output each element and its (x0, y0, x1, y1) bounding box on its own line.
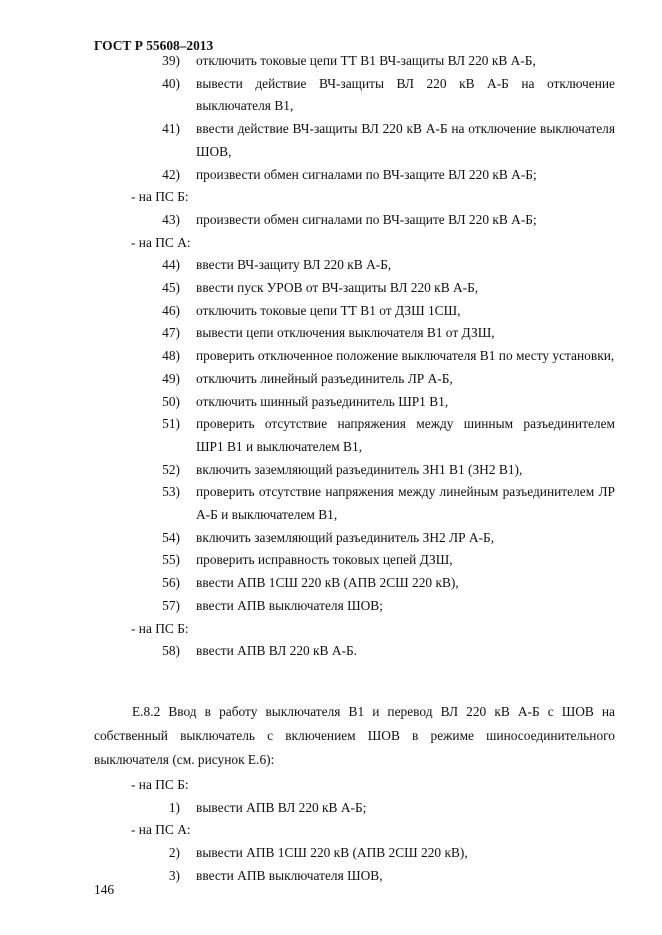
item-text: ввести АПВ 1СШ 220 кВ (АПВ 2СШ 220 кВ), (196, 575, 459, 591)
section-label: - на ПС А: (131, 234, 191, 250)
item-number: 57) (162, 597, 180, 613)
item-text: отключить токовые цепи ТТ В1 ВЧ-защиты ВЛ 220 кВ А-Б, (196, 53, 536, 68)
item-number: 47) (162, 325, 180, 341)
item-number: 52) (162, 461, 180, 477)
item-number: 3) (168, 867, 180, 883)
item-text: ввести АПВ выключателя ШОВ; (196, 597, 383, 613)
item-text-continuation: А-Б и выключателем В1, (196, 507, 338, 522)
item-text: проверить отсутствие напряжения между линейным разъединителем ЛР (196, 484, 615, 500)
paragraph-line: выключателя (см. рисунок Е.6): (94, 752, 275, 767)
item-text: проверить отсутствие напряжения между шинным разъединителем (196, 416, 615, 432)
section-label: - на ПС Б: (131, 189, 189, 205)
item-text: отключить токовые цепи ТТ В1 от ДЗШ 1СШ, (196, 302, 461, 318)
item-number: 45) (162, 280, 180, 295)
item-text: включить заземляющий разъединитель ЗН1 В1 (ЗН2 В1), (196, 461, 523, 477)
item-text: проверить отключенное положение выключателя В1 по месту установки, (196, 348, 615, 364)
item-text-continuation: ШОВ, (196, 143, 232, 159)
paragraph-line: собственный выключатель с включением ШОВ в режиме шиносоединительного (94, 728, 615, 743)
item-number: 43) (162, 211, 180, 227)
item-text: ввести АПВ ВЛ 220 кВ А-Б. (196, 643, 358, 659)
section-label: - на ПС Б: (131, 777, 189, 792)
item-text: вывести действие ВЧ-защиты ВЛ 220 кВ А-Б на отключение (196, 75, 615, 91)
item-number: 42) (162, 166, 180, 182)
item-number: 49) (162, 370, 180, 386)
item-text: вывести АПВ 1СШ 220 кВ (АПВ 2СШ 220 кВ), (196, 845, 468, 861)
item-number: 56) (162, 575, 180, 591)
item-text-continuation: ШР1 В1 и выключателем В1, (196, 438, 363, 454)
section-label: - на ПС А: (131, 822, 191, 838)
item-number: 55) (162, 552, 180, 568)
item-text: ввести ВЧ-защиту ВЛ 220 кВ А-Б, (196, 257, 392, 273)
item-text: отключить шинный разъединитель ШР1 В1, (196, 393, 449, 409)
item-number: 58) (162, 643, 180, 659)
item-number: 50) (162, 393, 180, 409)
item-text: ввести АПВ выключателя ШОВ, (196, 867, 383, 883)
document-header: ГОСТ Р 55608–2013 (94, 38, 214, 53)
item-number: 53) (162, 484, 180, 500)
item-text: проверить исправность токовых цепей ДЗШ, (196, 552, 453, 568)
item-number: 48) (162, 348, 180, 364)
item-text: вывести цепи отключения выключателя В1 от ДЗШ, (196, 325, 495, 341)
item-number: 46) (162, 302, 180, 318)
item-text: ввести действие ВЧ-защиты ВЛ 220 кВ А-Б на отключение выключателя (196, 121, 615, 137)
item-number: 39) (162, 53, 180, 68)
item-number: 1) (168, 799, 180, 815)
item-number: 41) (162, 121, 180, 137)
item-text: произвести обмен сигналами по ВЧ-защите ВЛ 220 кВ А-Б; (196, 211, 537, 227)
paragraph-line: Е.8.2 Ввод в работу выключателя В1 и перевод ВЛ 220 кВ А-Б с ШОВ на (132, 704, 615, 719)
page-number: 146 (94, 882, 115, 897)
section-label: - на ПС Б: (131, 620, 189, 636)
item-number: 54) (162, 529, 180, 545)
item-text: вывести АПВ ВЛ 220 кВ А-Б; (196, 799, 367, 815)
item-text: ввести пуск УРОВ от ВЧ-защиты ВЛ 220 кВ А-Б, (196, 280, 479, 295)
item-number: 2) (168, 845, 180, 861)
item-number: 44) (162, 257, 180, 273)
item-number: 51) (162, 416, 180, 432)
item-text: включить заземляющий разъединитель ЗН2 ЛР А-Б, (196, 529, 495, 545)
item-number: 40) (162, 75, 180, 91)
item-text-continuation: выключателя В1, (196, 98, 294, 114)
item-text: отключить линейный разъединитель ЛР А-Б, (196, 370, 453, 386)
item-text: произвести обмен сигналами по ВЧ-защите ВЛ 220 кВ А-Б; (196, 166, 537, 182)
